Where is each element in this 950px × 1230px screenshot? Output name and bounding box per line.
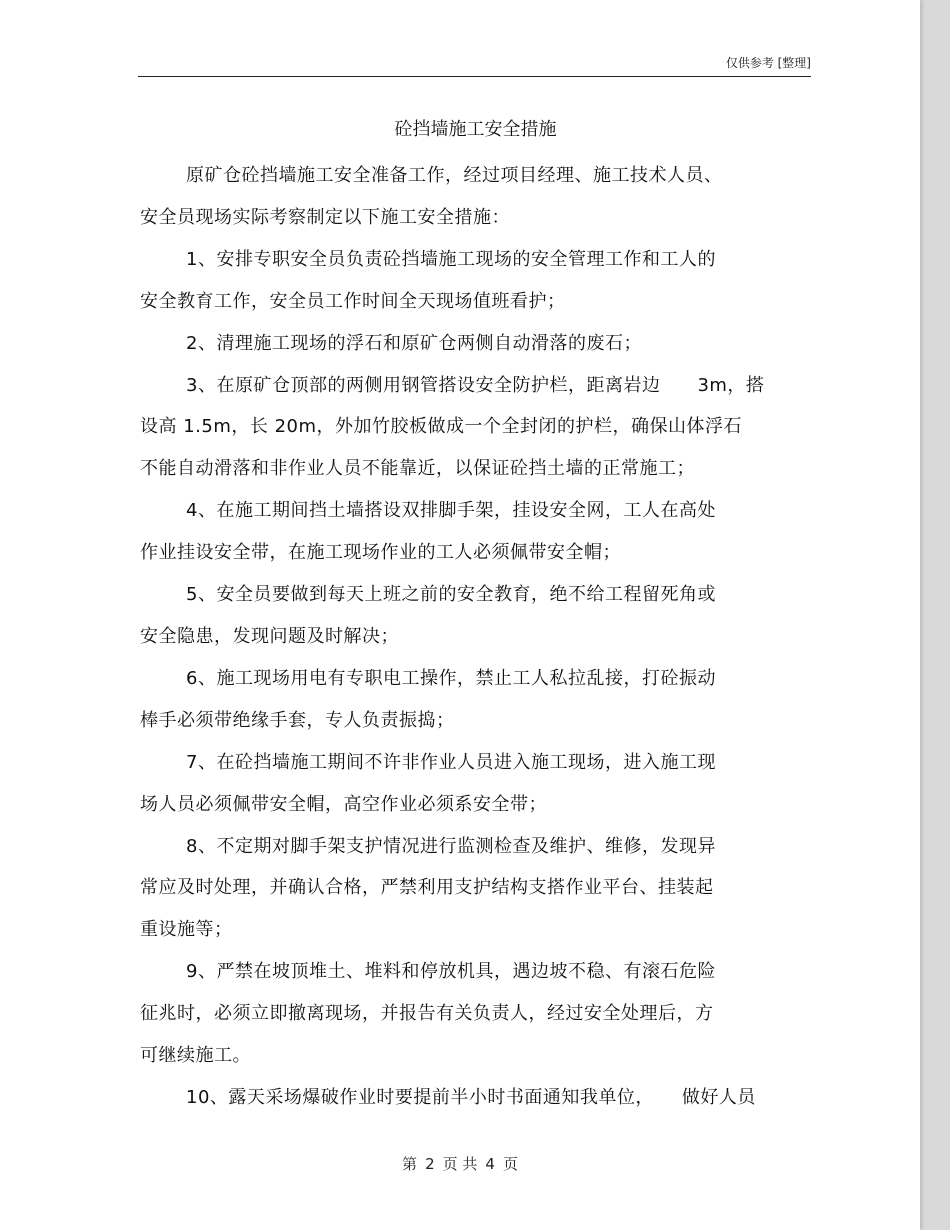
- body-line: 作业挂设安全带，在施工现场作业的工人必须佩带安全帽；: [140, 542, 621, 564]
- body-line: 棒手必须带绝缘手套，专人负责振捣；: [140, 709, 455, 731]
- document-title: 砼挡墙施工安全措施: [394, 119, 557, 140]
- body-line: 5、安全员要做到每天上班之前的安全教育，绝不给工程留死角或: [186, 584, 716, 606]
- body-line: 场人员必须佩带安全帽，高空作业必须系安全带；: [140, 793, 547, 815]
- footer-middle: 页 共: [442, 1155, 478, 1173]
- body-line: 4、在施工期间挡土墙搭设双排脚手架，挂设安全网，工人在高处: [186, 500, 716, 522]
- body-line: 6、施工现场用电有专职电工操作，禁止工人私拉乱接，打砼振动: [186, 667, 716, 689]
- body-line: 10、露天采场爆破作业时要提前半小时书面通知我单位， 做好人员: [186, 1086, 756, 1108]
- body-line: 安全教育工作，安全员工作时间全天现场值班看护；: [140, 290, 566, 312]
- page-footer: [0, 1154, 920, 1174]
- body-line: 1、安排专职安全员负责砼挡墙施工现场的安全管理工作和工人的: [186, 248, 716, 270]
- body-line: 8、不定期对脚手架支护情况进行监测检查及维护、维修，发现异: [186, 835, 716, 857]
- body-line: 可继续施工。: [140, 1045, 251, 1067]
- footer-current-page: 2: [425, 1155, 435, 1173]
- body-line: 9、严禁在坡顶堆土、堆料和停放机具，遇边坡不稳、有滚石危险: [186, 961, 716, 983]
- body-line: 不能自动滑落和非作业人员不能靠近，以保证砼挡土墙的正常施工；: [140, 458, 695, 480]
- footer-prefix: 第: [402, 1155, 418, 1173]
- document-body: [140, 155, 811, 1119]
- body-line: 重设施等；: [140, 919, 233, 941]
- body-line: 常应及时处理，并确认合格，严禁利用支护结构支搭作业平台、挂装起: [140, 877, 714, 899]
- page-header: 仅供参考 [整理]: [725, 56, 811, 70]
- body-line: 原矿仓砼挡墙施工安全准备工作，经过项目经理、施工技术人员、: [186, 165, 723, 186]
- footer-suffix: 页: [502, 1155, 518, 1173]
- body-line: 2、清理施工现场的浮石和原矿仓两侧自动滑落的废石；: [186, 332, 642, 354]
- footer-total-pages: 4: [485, 1155, 495, 1173]
- header-divider: [138, 76, 811, 77]
- body-line: 设高 1.5m，长 20m，外加竹胶板做成一个全封闭的护栏，确保山体浮石: [140, 416, 743, 438]
- body-line: 3、在原矿仓顶部的两侧用钢管搭设安全防护栏，距离岩边 3m，搭: [186, 374, 765, 396]
- body-line: 征兆时，必须立即撤离现场，并报告有关负责人，经过安全处理后，方: [140, 1003, 714, 1025]
- body-line: 7、在砼挡墙施工期间不许非作业人员进入施工现场，进入施工现: [186, 751, 716, 773]
- body-line: 安全隐患，发现问题及时解决；: [140, 625, 399, 647]
- body-line: 安全员现场实际考察制定以下施工安全措施：: [140, 206, 510, 228]
